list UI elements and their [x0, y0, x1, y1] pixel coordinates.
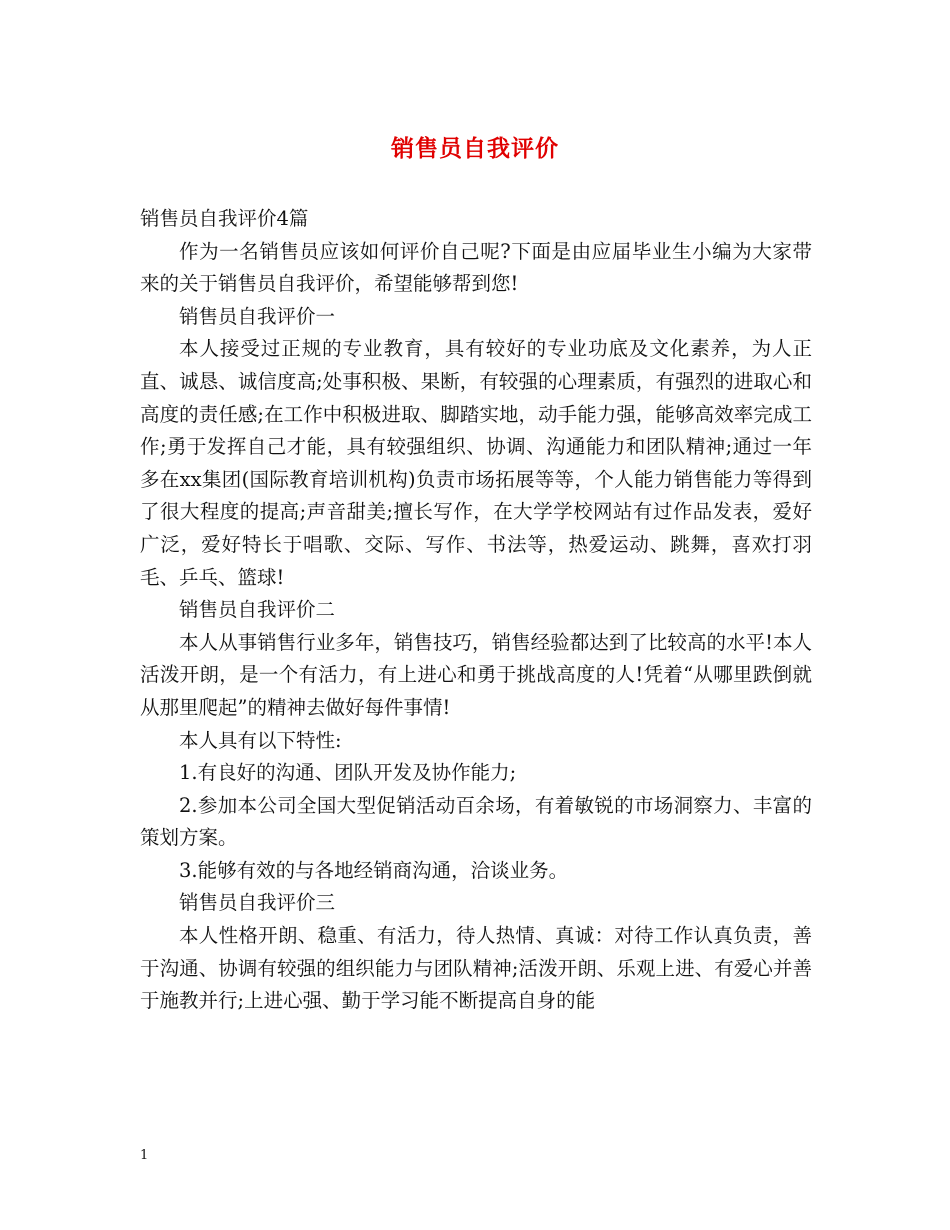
- paragraph: 本人性格开朗、稳重、有活力，待人热情、真诚：对待工作认真负责，善于沟通、协调有较强的组织能力与团队精神;活泼开朗、乐观上进、有爱心并善于施教并行;上进心强、勤于学习能不断提高自身的能: [140, 924, 812, 1013]
- paragraph: 本人从事销售行业多年，销售技巧，销售经验都达到了比较高的水平!本人活泼开朗，是一个有活力，有上进心和勇于挑战高度的人!凭着“从哪里跌倒就从那里爬起”的精神去做好每件事情!: [140, 630, 812, 719]
- paragraph: 2.参加本公司全国大型促销活动百余场，有着敏锐的市场洞察力、丰富的策划方案。: [140, 793, 812, 850]
- paragraph: 本人具有以下特性:: [179, 728, 342, 752]
- paragraph: 本人接受过正规的专业教育，具有较好的专业功底及文化素养，为人正直、诚恳、诚信度高;处事积极、果断，有较强的心理素质，有强烈的进取心和高度的责任感;在工作中积极进取、脚踏实地，动手能力强，能够高效率完成工作;勇于发挥自己才能，具有较强组织、协调、沟通能力和团队精神;通过一年多在xx集团(国际教育培训机构)负责市场拓展等等，个人能力销售能力等得到了很大程度的提高;声音甜美;擅长写作，在大学学校网站有过作品发表，爱好广泛，爱好特长于唱歌、交际、写作、书法等，热爱运动、跳舞，喜欢打羽毛、乒乓、篮球!: [140, 337, 812, 589]
- page-number: 1: [140, 1148, 149, 1163]
- paragraph: 销售员自我评价一: [179, 304, 336, 328]
- paragraph: 销售员自我评价三: [179, 891, 336, 915]
- paragraph: 作为一名销售员应该如何评价自己呢?下面是由应届毕业生小编为大家带来的关于销售员自我评价，希望能够帮到您!: [140, 239, 812, 296]
- paragraph: 3.能够有效的与各地经销商沟通，洽谈业务。: [179, 858, 569, 882]
- document-title: 销售员自我评价: [391, 135, 559, 162]
- document-body: [140, 203, 812, 1018]
- paragraph: 销售员自我评价4篇: [140, 207, 309, 230]
- paragraph: 销售员自我评价二: [179, 598, 336, 622]
- paragraph: 1.有良好的沟通、团队开发及协作能力;: [179, 761, 517, 785]
